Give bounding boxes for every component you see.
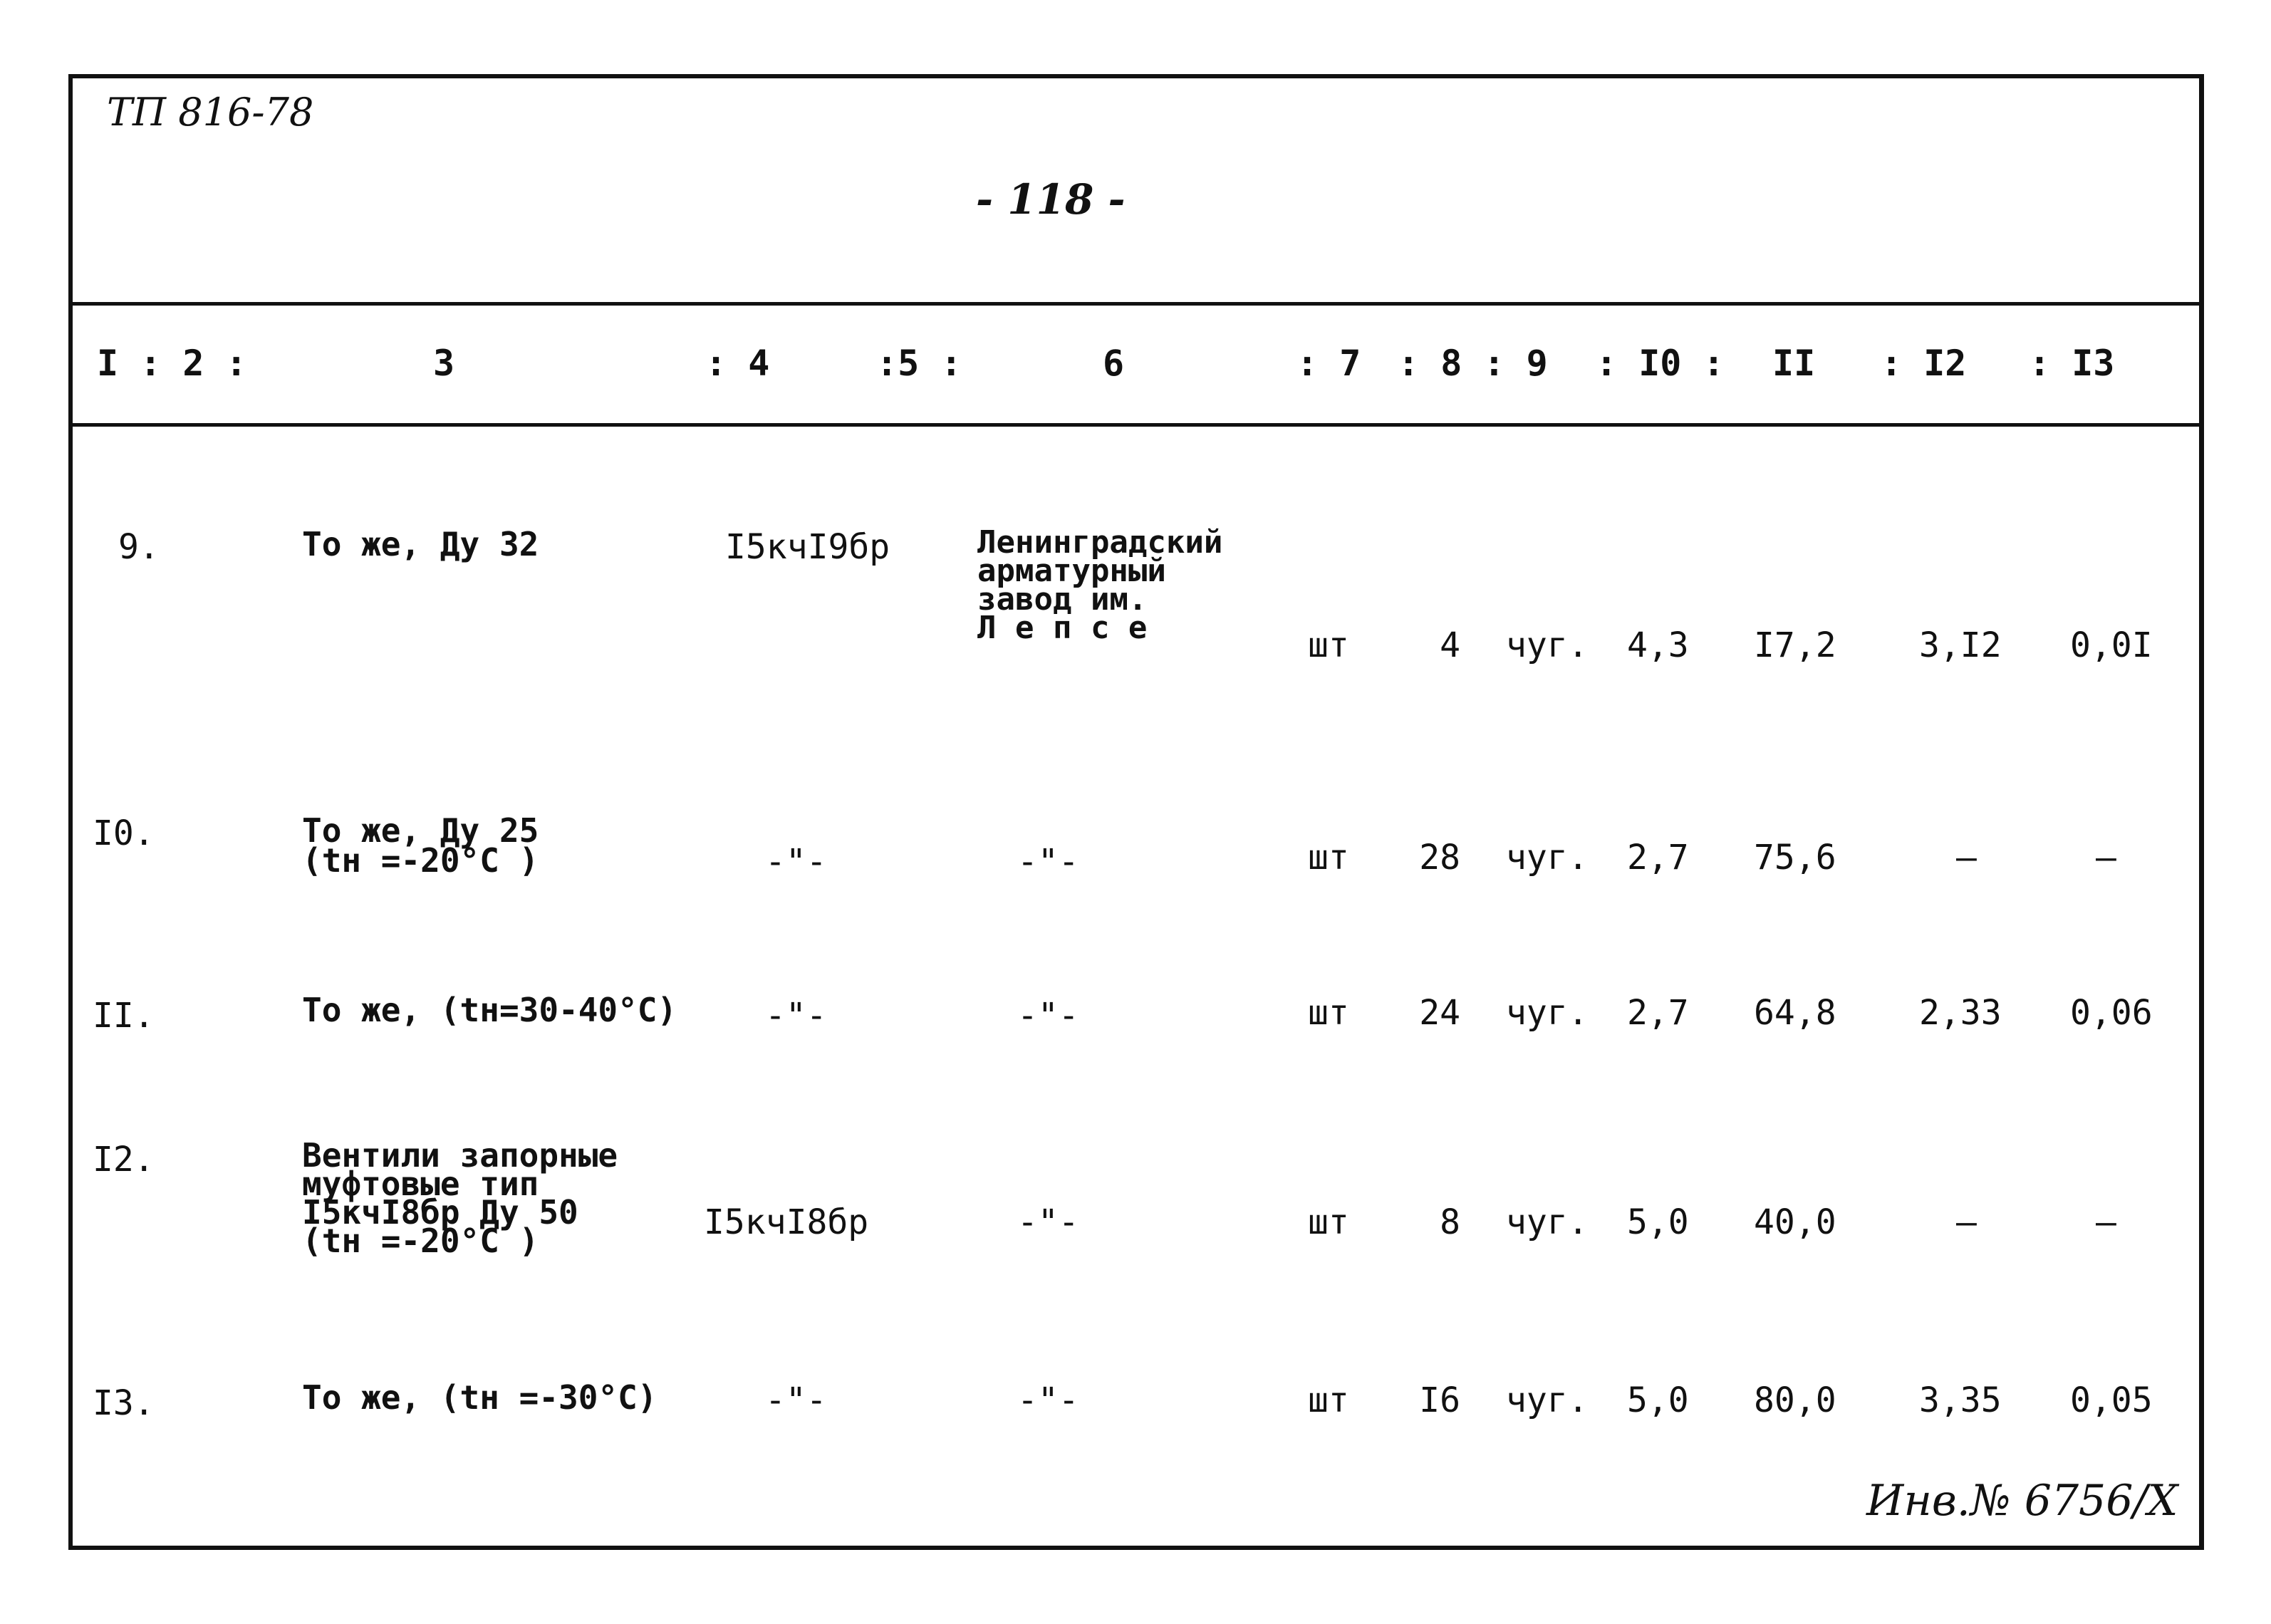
manufacturer-line: Ленинградский — [977, 524, 1223, 561]
column-12-value: — — [1956, 1202, 1977, 1242]
quantity: 28 — [1419, 838, 1460, 878]
inventory-number: Инв.№ 6756/X — [1866, 1476, 2178, 1526]
column-13-value: 0,05 — [2070, 1380, 2153, 1420]
header-bottom-rule — [73, 423, 2204, 427]
material: чуг. — [1506, 838, 1589, 878]
quantity: I6 — [1419, 1380, 1460, 1420]
item-type: -"- — [765, 1380, 827, 1420]
manufacturer: -"- — [1017, 996, 1079, 1036]
unit-mass: 5,0 — [1627, 1380, 1689, 1420]
manufacturer: -"- — [1017, 1202, 1079, 1242]
item-name-line: (tн =-20°С ) — [302, 841, 539, 880]
column-header-12: : I2 — [1881, 343, 1967, 384]
row-number: I2. — [93, 1140, 155, 1180]
material: чуг. — [1506, 993, 1589, 1033]
item-name-line: То же, (tн=30-40°С) — [302, 991, 677, 1029]
material: чуг. — [1506, 625, 1589, 665]
column-header-13: : I3 — [2029, 343, 2115, 384]
unit-mass: 2,7 — [1627, 838, 1689, 878]
column-13-value: — — [2096, 1202, 2116, 1242]
item-type: -"- — [765, 996, 827, 1036]
item-name-line: (tн =-20°С ) — [302, 1222, 539, 1260]
column-13-value: — — [2096, 838, 2116, 878]
column-13-value: 0,06 — [2070, 993, 2153, 1033]
item-type: I5кчI9бр — [725, 527, 890, 567]
unit: шт — [1308, 1202, 1349, 1242]
column-header-4: : 4 — [705, 343, 770, 384]
column-header-10: : I0 : — [1596, 343, 1725, 384]
unit-mass: 2,7 — [1627, 993, 1689, 1033]
column-header-11: II — [1772, 343, 1816, 384]
column-header-3: 3 — [433, 343, 455, 384]
column-header-5: :5 : — [876, 343, 962, 384]
row-number: I3. — [93, 1383, 155, 1423]
row-number: II. — [93, 996, 155, 1036]
column-12-value: — — [1956, 838, 1977, 878]
quantity: 24 — [1419, 993, 1460, 1033]
manufacturer: -"- — [1017, 1380, 1079, 1420]
total-mass: 40,0 — [1754, 1202, 1836, 1242]
unit: шт — [1308, 993, 1349, 1033]
item-name-line: То же, (tн =-30°С) — [302, 1378, 658, 1417]
total-mass: 80,0 — [1754, 1380, 1836, 1420]
column-header-1-2: I : 2 : — [97, 343, 247, 384]
document-designation: ТП 816-78 — [107, 90, 314, 135]
item-name-line: То же, Ду 32 — [302, 525, 539, 563]
row-number: 9. — [118, 527, 160, 567]
quantity: 4 — [1440, 625, 1460, 665]
unit: шт — [1308, 838, 1349, 878]
column-header-6: 6 — [1103, 343, 1125, 384]
column-header-8-9: : 8 : 9 — [1398, 343, 1548, 384]
quantity: 8 — [1440, 1202, 1460, 1242]
column-header-7: : 7 — [1296, 343, 1361, 384]
item-name-line: муфтовые тип — [302, 1165, 539, 1203]
item-type: I5кчI8бр — [704, 1202, 869, 1242]
row-number: I0. — [93, 813, 155, 853]
header-top-rule — [73, 302, 2204, 306]
unit: шт — [1308, 625, 1349, 665]
item-name-line: То же, Ду 25 — [302, 811, 539, 850]
page-number: - 118 - — [976, 175, 1126, 224]
unit-mass: 5,0 — [1627, 1202, 1689, 1242]
manufacturer-line: арматурный — [977, 553, 1166, 589]
manufacturer-line: завод им. — [977, 581, 1148, 618]
total-mass: 75,6 — [1754, 838, 1836, 878]
item-type: -"- — [765, 842, 827, 882]
unit: шт — [1308, 1380, 1349, 1420]
item-name-line: I5кчI8бр Ду 50 — [302, 1193, 578, 1232]
column-12-value: 3,35 — [1919, 1380, 2002, 1420]
total-mass: 64,8 — [1754, 993, 1836, 1033]
manufacturer-line: Л е п с е — [977, 610, 1148, 646]
unit-mass: 4,3 — [1627, 625, 1689, 665]
total-mass: I7,2 — [1754, 625, 1836, 665]
manufacturer: -"- — [1017, 842, 1079, 882]
item-name-line: Вентили запорные — [302, 1136, 618, 1175]
column-12-value: 3,I2 — [1919, 625, 2002, 665]
column-12-value: 2,33 — [1919, 993, 2002, 1033]
material: чуг. — [1506, 1202, 1589, 1242]
column-13-value: 0,0I — [2070, 625, 2153, 665]
material: чуг. — [1506, 1380, 1589, 1420]
